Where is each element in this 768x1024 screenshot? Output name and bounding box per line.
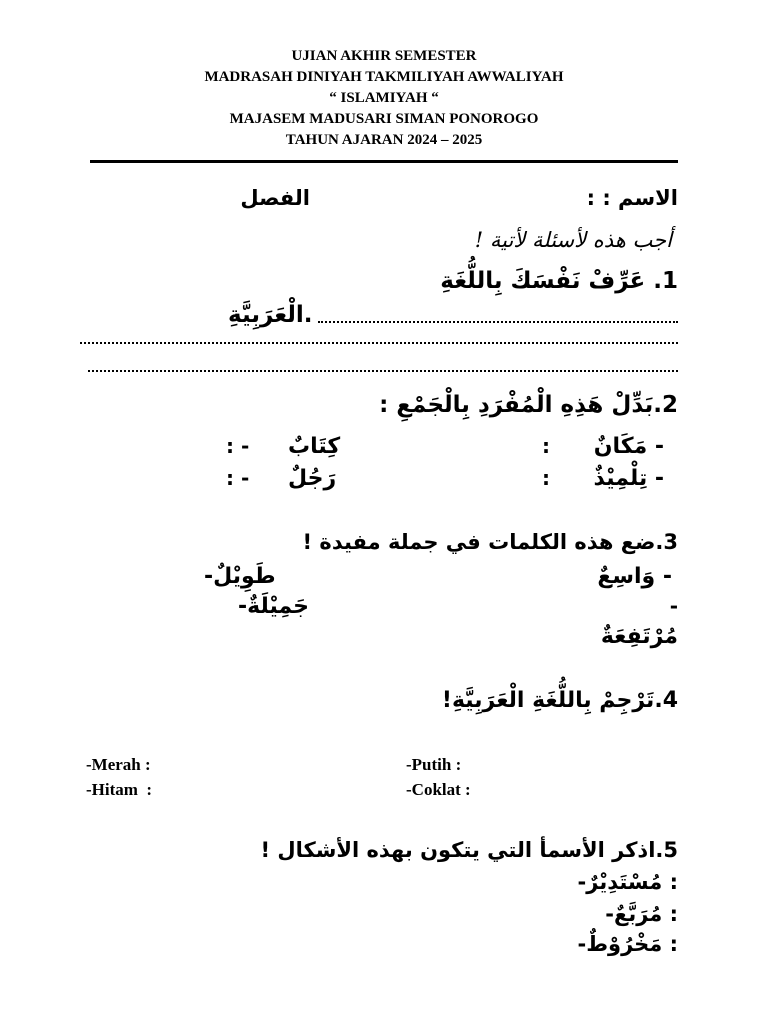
- question-1: 1. عَرِّفْ نَفْسَكَ بِاللُّغَةِ: [440, 268, 678, 294]
- q2-colon: : -: [226, 434, 250, 458]
- q2-word-makan: - مَكَانٌ: [593, 434, 664, 459]
- name-label: الاسم : :: [586, 186, 678, 210]
- q5-item-murabba: : مُرَبَّعٌ-: [605, 902, 678, 926]
- q2-word-tilmidh: - تِلْمِيْذٌ: [593, 466, 664, 491]
- instruction-text: أجب هذه لأسئلة لأتية !: [474, 228, 672, 252]
- q2-colon: :: [542, 434, 550, 458]
- q3-word-jamila: جَمِيْلَةٌ-: [238, 594, 310, 619]
- header-name: “ ISLAMIYAH “: [329, 90, 439, 106]
- question-1-continuation: .الْعَرَبِيَّةِ: [228, 302, 313, 328]
- q2-word-rajul: رَجُلٌ: [288, 466, 337, 491]
- q5-item-makhrut: : مَخْرُوْطٌ-: [577, 932, 678, 956]
- q2-colon: :: [542, 466, 550, 490]
- q4-item-putih: -Putih :: [406, 755, 462, 774]
- q3-word-tawil: طَوِيْلٌ-: [204, 564, 276, 589]
- q3-dash: -: [669, 594, 678, 618]
- header-year: TAHUN AJARAN 2024 – 2025: [285, 132, 483, 148]
- q4-item-hitam: -Hitam :: [86, 780, 153, 799]
- header-divider: [90, 160, 678, 163]
- header-school: MADRASAH DINIYAH TAKMILIYAH AWWALIYAH: [204, 69, 564, 85]
- q4-item-coklat: -Coklat :: [406, 780, 471, 799]
- exam-header: [0, 46, 768, 151]
- question-4: 4.تَرْجِمْ بِاللُّغَةِ الْعَرَبِيَّةِ!: [441, 688, 678, 713]
- answer-line: [88, 370, 678, 372]
- question-5: 5.اذكر الأسمأ التي يتكون بهذه الأشكال !: [260, 838, 678, 862]
- q3-word-wasi: - وَاسِعٌ: [597, 564, 672, 589]
- q5-item-mustadir: : مُسْتَدِيْرٌ-: [577, 870, 678, 894]
- question-3: 3.ضع هذه الكلمات في جملة مفيدة !: [302, 530, 678, 554]
- answer-line: [318, 321, 678, 323]
- q2-word-kitab: كِتَابٌ: [288, 434, 341, 459]
- q3-word-murtafia: مُرْتَفِعَةٌ: [600, 624, 678, 649]
- header-title: UJIAN AKHIR SEMESTER: [291, 48, 477, 64]
- answer-line: [80, 342, 678, 344]
- class-label: الفصل: [240, 186, 310, 210]
- q2-colon: : -: [226, 466, 250, 490]
- header-address: MAJASEM MADUSARI SIMAN PONOROGO: [229, 111, 539, 127]
- q4-item-merah: -Merah :: [86, 755, 151, 774]
- question-2: 2.بَدِّلْ هَذِهِ الْمُفْرَدِ بِالْجَمْعِ :: [379, 392, 678, 418]
